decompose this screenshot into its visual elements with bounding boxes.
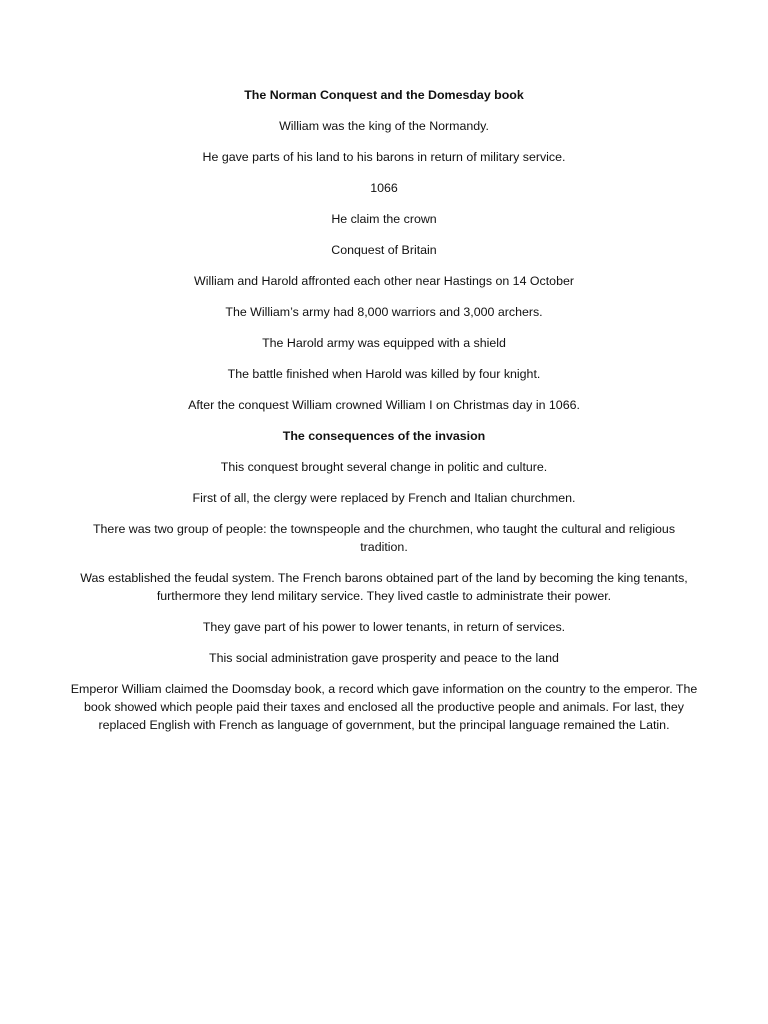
paragraph: The Harold army was equipped with a shield [262, 336, 506, 350]
paragraph: They gave part of his power to lower tenants, in return of services. [202, 620, 566, 634]
paragraph: 1066 [370, 181, 398, 195]
paragraph: William was the king of the Normandy. [279, 119, 489, 133]
paragraph: This conquest brought several change in politic and culture. [220, 460, 548, 474]
paragraph: After the conquest William crowned William I on Christmas day in 1066. [188, 398, 580, 412]
paragraph: Conquest of Britain [331, 243, 437, 257]
document-body [70, 86, 698, 747]
paragraph: There was two group of people: the townspeople and the churchmen, who taught the cultural and religious tradition. [92, 522, 676, 554]
paragraph: Emperor William claimed the Doomsday book, a record which gave information on the country to the emperor. The book showed which people paid their taxes and enclosed all the productive people and animals. For last, they replaced English with French as language of government, but the principal language remained the Latin. [70, 682, 698, 732]
paragraph: The battle finished when Harold was killed by four knight. [227, 367, 541, 381]
paragraph: This social administration gave prosperity and peace to the land [209, 651, 559, 665]
paragraph: First of all, the clergy were replaced by French and Italian churchmen. [192, 491, 576, 505]
document-title: The Norman Conquest and the Domesday book [244, 88, 524, 102]
paragraph: Was established the feudal system. The French barons obtained part of the land by becoming the king tenants, furthermore they lend military service. They lived castle to administrate their power. [80, 571, 688, 603]
section-heading: The consequences of the invasion [282, 429, 486, 443]
paragraph: William and Harold affronted each other near Hastings on 14 October [194, 274, 574, 288]
paragraph: He gave parts of his land to his barons in return of military service. [202, 150, 566, 164]
paragraph: The William’s army had 8,000 warriors and 3,000 archers. [225, 305, 543, 319]
paragraph: He claim the crown [331, 212, 437, 226]
